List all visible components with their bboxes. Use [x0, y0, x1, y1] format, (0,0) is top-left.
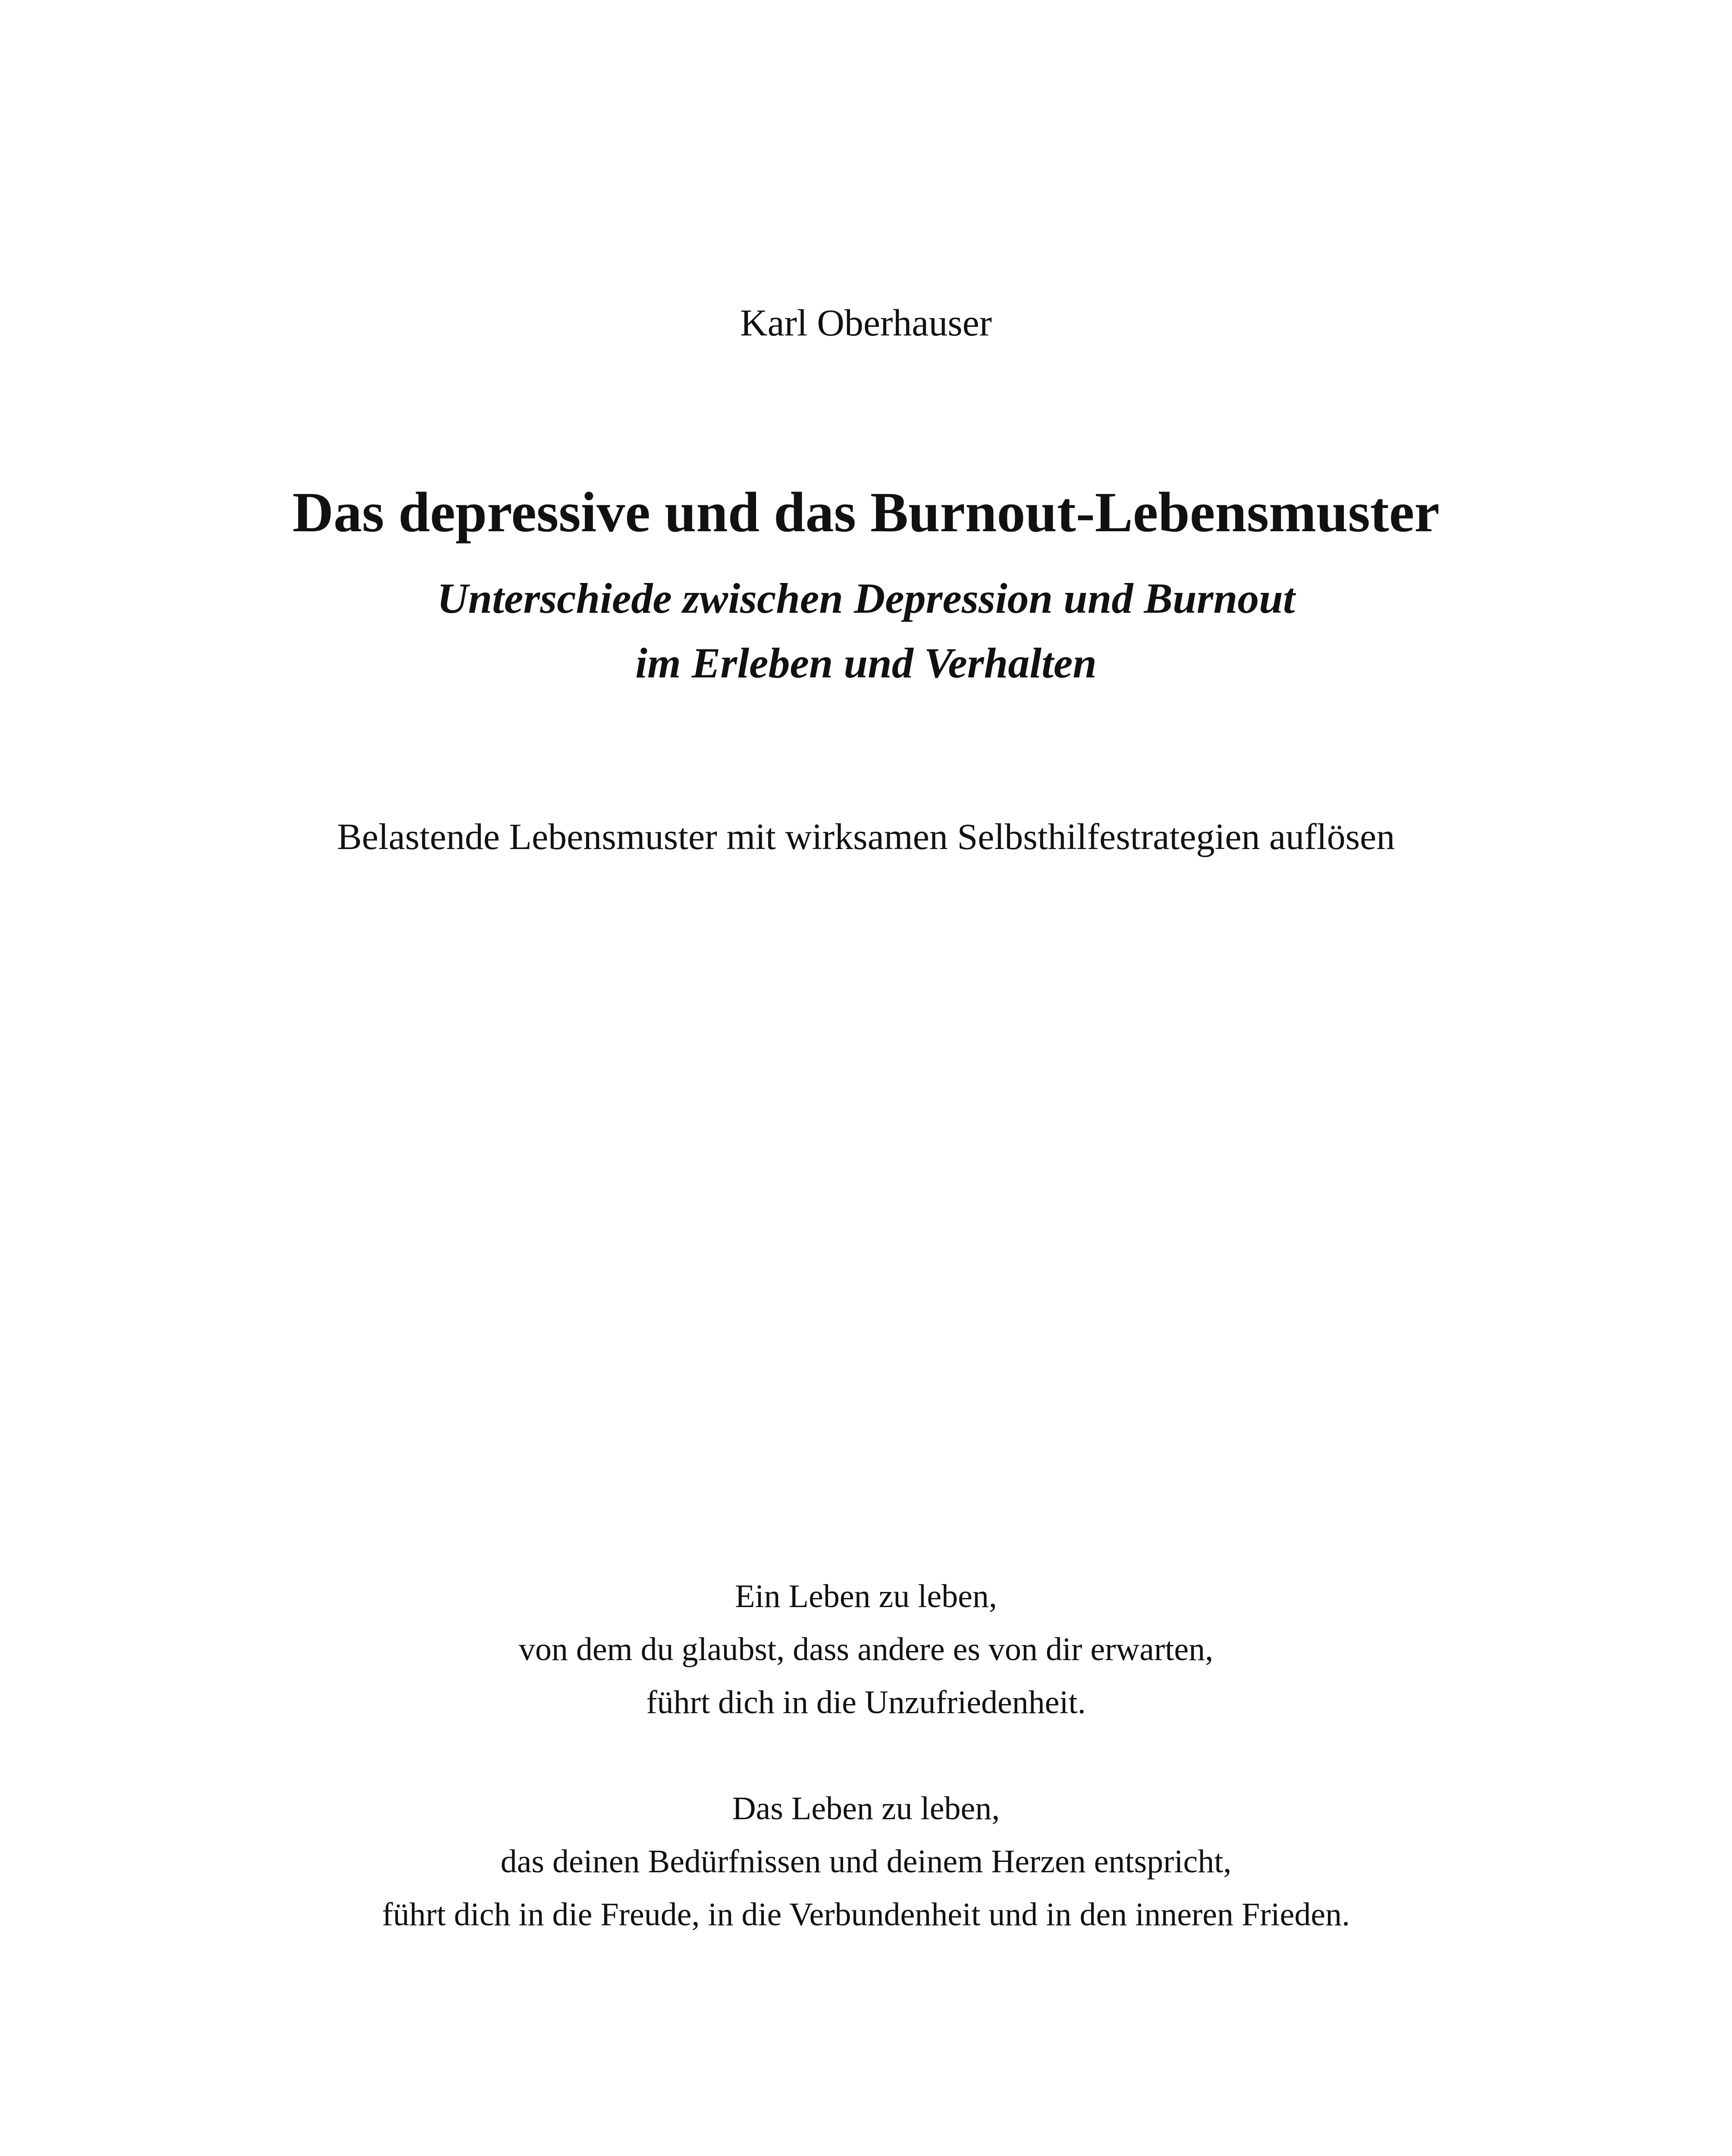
poem-line: das deinen Bedürfnissen und deinem Herzen entspricht, [500, 1843, 1232, 1880]
poem-line: Ein Leben zu leben, [735, 1578, 997, 1614]
author-name: Karl Oberhauser [740, 302, 992, 344]
tagline: Belastende Lebensmuster mit wirksamen Selbsthilfestrategien auflösen [337, 816, 1395, 857]
subtitle-line-1: Unterschiede zwischen Depression und Burnout [437, 574, 1295, 622]
subtitle-line-2: im Erleben und Verhalten [635, 639, 1097, 687]
book-title: Das depressive und das Burnout-Lebensmuster [292, 480, 1440, 544]
poem-line: Das Leben zu leben, [732, 1790, 1000, 1827]
poem-line: führt dich in die Freude, in die Verbundenheit und in den inneren Frieden. [382, 1896, 1350, 1933]
poem-line: führt dich in die Unzufriedenheit. [646, 1684, 1086, 1720]
poem-line: von dem du glaubst, dass andere es von dir erwarten, [518, 1631, 1214, 1667]
